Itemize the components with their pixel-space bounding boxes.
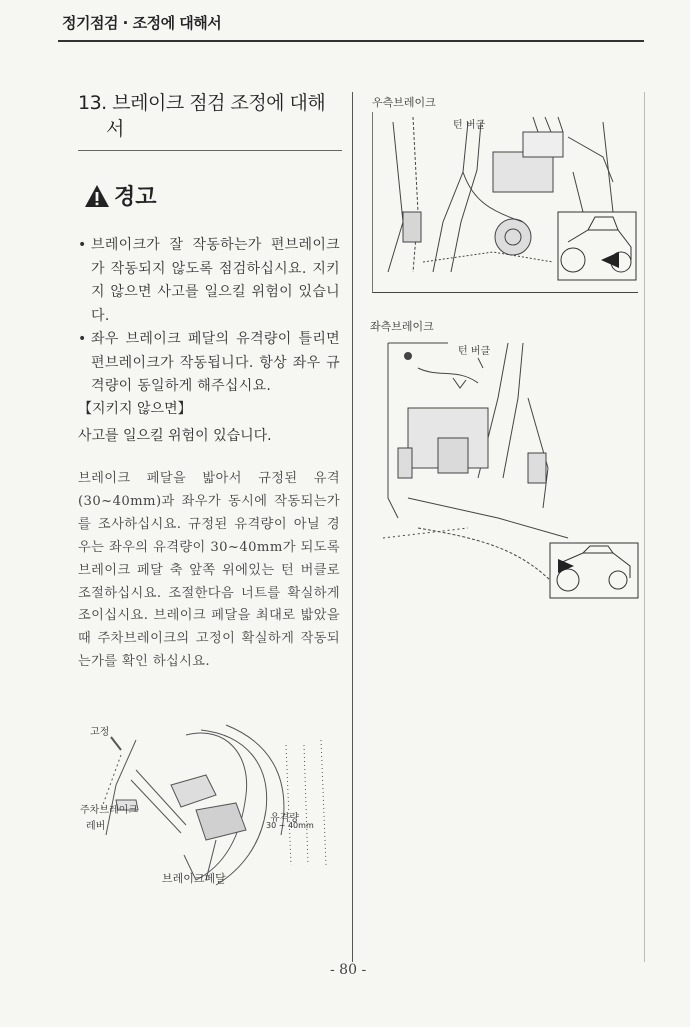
consequence-heading: 【지키지 않으면】 xyxy=(78,401,192,417)
warning-bullets xyxy=(78,234,340,399)
consequence-body: 사고를 일으킬 위험이 있습니다. xyxy=(78,428,272,444)
header-rule xyxy=(58,40,644,42)
label-parking-lever-2: 레버 xyxy=(86,821,106,832)
label-turnbuckle-left: 턴 버클 xyxy=(458,346,491,357)
right-border xyxy=(644,92,645,962)
caption-left-brake: 좌측브레이크 xyxy=(370,320,434,333)
warning-bullet: • 브레이크가 잘 작동하는가 편브레이크가 작동되지 않도록 점검하십시요. 지키지 않으면 사고를 일으킬 위험이 있습니다. xyxy=(78,234,340,328)
page-number: - 80 - xyxy=(330,962,367,978)
warning-triangle-icon xyxy=(84,184,110,208)
warning-bullet: • 좌우 브레이크 페달의 유격량이 틀리면 편브레이크가 작동됩니다. 항상 좌우 규격량이 동일하게 해주십시요. xyxy=(78,328,340,399)
right-brake-drawing xyxy=(373,112,638,282)
label-lock: 고정 xyxy=(90,727,110,738)
left-brake-figure xyxy=(378,338,640,600)
right-brake-figure xyxy=(372,112,638,293)
header-title: 정기점검 · 조정에 대해서 xyxy=(62,14,222,32)
column-divider xyxy=(352,92,353,962)
label-turnbuckle-right: 턴 버클 xyxy=(453,120,486,131)
label-play-range: 30 ~ 40mm xyxy=(266,821,314,830)
warning-title: 경고 xyxy=(114,185,157,210)
section-heading xyxy=(78,90,340,142)
warning-heading xyxy=(84,180,157,211)
heading-rule xyxy=(78,150,342,151)
label-parking-lever-1: 주차브레이크 xyxy=(80,805,138,816)
caption-brake-pedal: 브레이크페달 xyxy=(162,872,226,885)
caption-right-brake: 우측브레이크 xyxy=(372,96,436,109)
section-heading-line1: 13. 브레이크 점검 조정에 대해 xyxy=(78,92,326,114)
left-brake-drawing xyxy=(378,338,640,600)
section-heading-line2: 서 xyxy=(106,118,124,140)
pedal-figure xyxy=(76,715,338,895)
body-paragraph: 브레이크 페달을 밟아서 규정된 유격(30~40mm)과 좌우가 동시에 작동되는가를 조사하십시요. 규정된 유격량이 아닐 경우는 좌우의 유격량이 30~40mm가 되도록 브레이크 페달 축 앞쪽 위에있는 턴 버클로 조절하십시요. 조절한다음 너트를 확실하게 조이십시요. 브레이크 페달을 최대로 밟았을때 주차브레이크의 고정이 확실하게 작동되는가를 확인 하십시요. xyxy=(78,471,340,670)
label-play: 유격량 xyxy=(270,813,299,824)
